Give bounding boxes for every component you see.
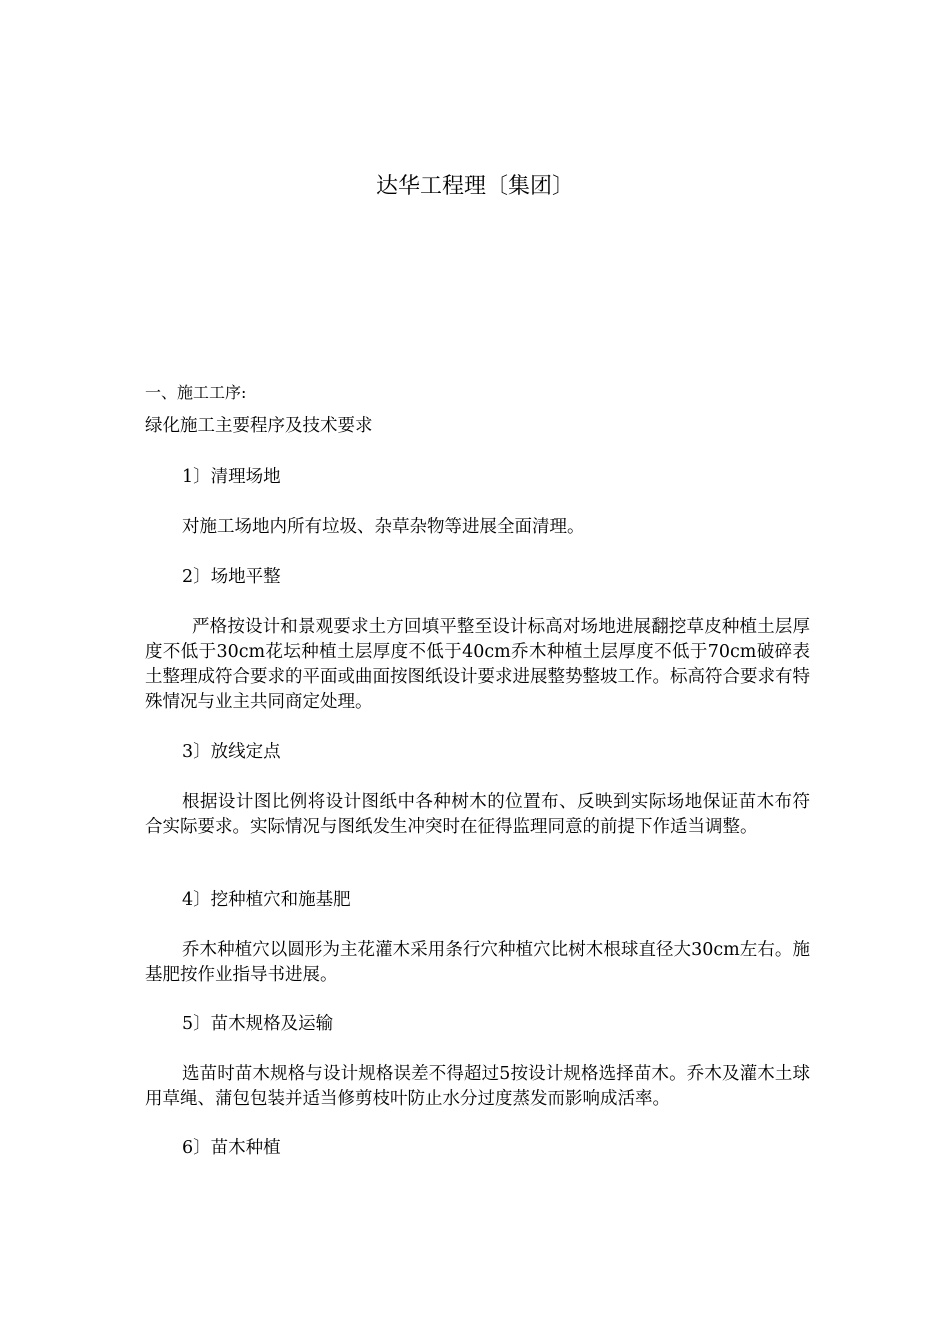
page-title: 达华工程理〔集团〕 (375, 174, 574, 199)
step-body-3: 根据设计图比例将设计图纸中各种树木的位置布、反映到实际场地保证苗木布符合实际要求。实际情况与图纸发生冲突时在征得监理同意的前提下作适当调整。 (145, 792, 810, 837)
step-body-1: 对施工场地内所有垃圾、杂草杂物等进展全面清理。 (182, 517, 585, 537)
step-heading-1: 1〕清理场地 (182, 467, 281, 487)
step-heading-2: 2〕场地平整 (182, 567, 281, 587)
step-heading-5: 5〕苗木规格及运输 (182, 1014, 334, 1034)
section-heading: 一、施工工序: (145, 383, 247, 402)
section-subtitle: 绿化施工主要程序及技术要求 (145, 416, 373, 436)
step-heading-3: 3〕放线定点 (182, 742, 281, 762)
step-body-5: 选苗时苗木规格与设计规格误差不得超过5按设计规格选择苗木。乔木及灌木土球用草绳、蒲包包装并适当修剪枝叶防止水分过度蒸发而影响成活率。 (145, 1064, 810, 1109)
step-body-2: 严格按设计和景观要求土方回填平整至设计标高对场地进展翻挖草皮种植土层厚度不低于30cm花坛种植土层厚度不低于40cm乔木种植土层厚度不低于70cm破碎表土整理成符合要求的平面或曲面按图纸设计要求进展整势整坡工作。标高符合要求有特殊情况与业主共同商定处理。 (145, 617, 810, 712)
step-heading-4: 4〕挖种植穴和施基肥 (182, 890, 351, 910)
step-body-4: 乔木种植穴以圆形为主花灌木采用条行穴种植穴比树木根球直径大30cm左右。施基肥按作业指导书进展。 (145, 940, 810, 985)
step-heading-6: 6〕苗木种植 (182, 1138, 281, 1158)
